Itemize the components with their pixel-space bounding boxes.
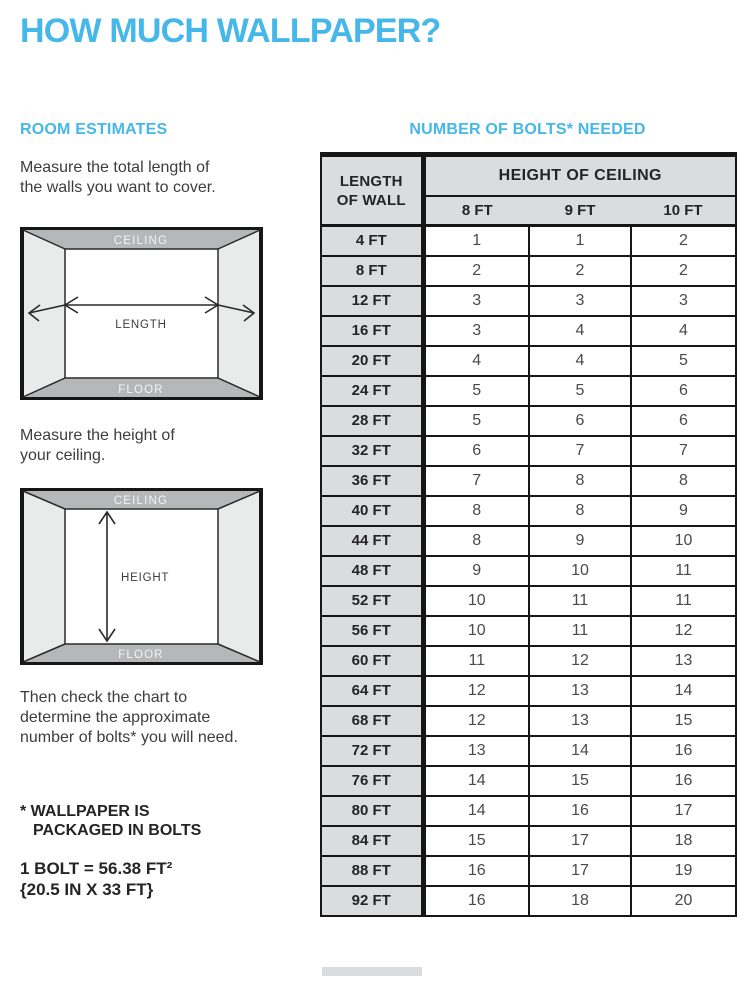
bolts-9ft-cell: 18 bbox=[529, 886, 631, 916]
ceiling-height-column-header: 9 FT bbox=[529, 196, 631, 226]
table-row bbox=[321, 586, 736, 616]
bolts-10ft-cell: 4 bbox=[631, 316, 736, 346]
bolts-8ft-cell: 16 bbox=[423, 886, 529, 916]
bolts-10ft-cell: 18 bbox=[631, 826, 736, 856]
wall-length-cell: 24 FT bbox=[321, 376, 423, 406]
table-row bbox=[321, 436, 736, 466]
bolts-9ft-cell: 5 bbox=[529, 376, 631, 406]
room-height-diagram bbox=[20, 488, 263, 665]
bolts-8ft-cell: 12 bbox=[423, 676, 529, 706]
bolt-dimensions-line: {20.5 IN X 33 FT} bbox=[20, 880, 154, 899]
bolts-9ft-cell: 14 bbox=[529, 736, 631, 766]
bolts-8ft-cell: 8 bbox=[423, 526, 529, 556]
wall-length-cell: 12 FT bbox=[321, 286, 423, 316]
table-row bbox=[321, 706, 736, 736]
bolts-10ft-cell: 14 bbox=[631, 676, 736, 706]
floor-label: FLOOR bbox=[118, 649, 164, 661]
instruction-measure-length: Measure the total length of the walls you want to cover. bbox=[20, 159, 216, 196]
bolt-size-info bbox=[20, 858, 172, 900]
bolts-10ft-cell: 20 bbox=[631, 886, 736, 916]
bolts-9ft-cell: 8 bbox=[529, 466, 631, 496]
bolts-9ft-cell: 4 bbox=[529, 316, 631, 346]
table-row bbox=[321, 616, 736, 646]
instruction-measure-height: Measure the height of your ceiling. bbox=[20, 427, 175, 464]
height-label: HEIGHT bbox=[121, 572, 170, 584]
wall-length-cell: 56 FT bbox=[321, 616, 423, 646]
wallpaper-bolts-footnote bbox=[20, 802, 201, 840]
bolts-8ft-cell: 3 bbox=[423, 316, 529, 346]
length-of-wall-header: LENGTH OF WALL bbox=[321, 155, 423, 226]
bolts-9ft-cell: 4 bbox=[529, 346, 631, 376]
bolts-10ft-cell: 5 bbox=[631, 346, 736, 376]
bolts-9ft-cell: 11 bbox=[529, 586, 631, 616]
bolts-10ft-cell: 11 bbox=[631, 556, 736, 586]
bolts-8ft-cell: 16 bbox=[423, 856, 529, 886]
table-row bbox=[321, 406, 736, 436]
table-row bbox=[321, 856, 736, 886]
wall-length-cell: 52 FT bbox=[321, 586, 423, 616]
page-title: HOW MUCH WALLPAPER? bbox=[20, 12, 441, 50]
bolts-needed-heading: NUMBER OF BOLTS* NEEDED bbox=[409, 121, 646, 138]
wall-length-cell: 84 FT bbox=[321, 826, 423, 856]
bolts-8ft-cell: 11 bbox=[423, 646, 529, 676]
height-of-ceiling-header: HEIGHT OF CEILING bbox=[423, 155, 736, 196]
bolts-8ft-cell: 14 bbox=[423, 766, 529, 796]
table-row bbox=[321, 496, 736, 526]
bolts-10ft-cell: 16 bbox=[631, 766, 736, 796]
back-wall bbox=[65, 249, 218, 378]
bolts-8ft-cell: 12 bbox=[423, 706, 529, 736]
bolts-9ft-cell: 11 bbox=[529, 616, 631, 646]
bolts-10ft-cell: 8 bbox=[631, 466, 736, 496]
table-row bbox=[321, 796, 736, 826]
table-row bbox=[321, 286, 736, 316]
ceiling-label: CEILING bbox=[113, 235, 169, 247]
bolts-9ft-cell: 12 bbox=[529, 646, 631, 676]
bolts-8ft-cell: 15 bbox=[423, 826, 529, 856]
wall-length-cell: 36 FT bbox=[321, 466, 423, 496]
length-label: LENGTH bbox=[115, 319, 167, 331]
bolts-10ft-cell: 3 bbox=[631, 286, 736, 316]
table-row bbox=[321, 676, 736, 706]
instruction-check-chart: Then check the chart to determine the approximate number of bolts* you will need. bbox=[20, 689, 238, 746]
bolts-10ft-cell: 15 bbox=[631, 706, 736, 736]
bolts-9ft-cell: 15 bbox=[529, 766, 631, 796]
bolts-9ft-cell: 7 bbox=[529, 436, 631, 466]
bolts-9ft-cell: 16 bbox=[529, 796, 631, 826]
bolts-10ft-cell: 9 bbox=[631, 496, 736, 526]
table-row bbox=[321, 826, 736, 856]
bolts-9ft-cell: 3 bbox=[529, 286, 631, 316]
bolts-8ft-cell: 2 bbox=[423, 256, 529, 286]
bolts-10ft-cell: 2 bbox=[631, 256, 736, 286]
table-row bbox=[321, 646, 736, 676]
wall-length-cell: 32 FT bbox=[321, 436, 423, 466]
bolts-10ft-cell: 16 bbox=[631, 736, 736, 766]
wall-length-cell: 4 FT bbox=[321, 226, 423, 256]
wall-length-cell: 28 FT bbox=[321, 406, 423, 436]
bolts-10ft-cell: 7 bbox=[631, 436, 736, 466]
bolts-8ft-cell: 10 bbox=[423, 616, 529, 646]
room-estimates-heading: ROOM ESTIMATES bbox=[20, 121, 168, 138]
bolts-9ft-cell: 9 bbox=[529, 526, 631, 556]
wall-length-cell: 40 FT bbox=[321, 496, 423, 526]
bolts-9ft-cell: 2 bbox=[529, 256, 631, 286]
bolts-table bbox=[320, 152, 737, 917]
wall-length-cell: 72 FT bbox=[321, 736, 423, 766]
bolts-8ft-cell: 6 bbox=[423, 436, 529, 466]
bolts-8ft-cell: 14 bbox=[423, 796, 529, 826]
footnote-line-2: PACKAGED IN BOLTS bbox=[33, 822, 202, 839]
wall-length-cell: 64 FT bbox=[321, 676, 423, 706]
bolts-8ft-cell: 9 bbox=[423, 556, 529, 586]
wall-length-cell: 68 FT bbox=[321, 706, 423, 736]
wall-length-cell: 16 FT bbox=[321, 316, 423, 346]
bolts-8ft-cell: 8 bbox=[423, 496, 529, 526]
bolts-8ft-cell: 7 bbox=[423, 466, 529, 496]
bolts-9ft-cell: 13 bbox=[529, 706, 631, 736]
ceiling-height-column-header: 8 FT bbox=[423, 196, 529, 226]
bolts-10ft-cell: 2 bbox=[631, 226, 736, 256]
wall-length-cell: 88 FT bbox=[321, 856, 423, 886]
table-row bbox=[321, 256, 736, 286]
bolts-8ft-cell: 3 bbox=[423, 286, 529, 316]
bolts-10ft-cell: 19 bbox=[631, 856, 736, 886]
wall-length-cell: 92 FT bbox=[321, 886, 423, 916]
bolts-10ft-cell: 11 bbox=[631, 586, 736, 616]
footnote-line-1: * WALLPAPER IS bbox=[20, 803, 150, 820]
wall-length-cell: 48 FT bbox=[321, 556, 423, 586]
bolts-9ft-cell: 8 bbox=[529, 496, 631, 526]
bolts-10ft-cell: 10 bbox=[631, 526, 736, 556]
bolts-8ft-cell: 4 bbox=[423, 346, 529, 376]
wall-length-cell: 44 FT bbox=[321, 526, 423, 556]
table-row bbox=[321, 466, 736, 496]
bolts-10ft-cell: 17 bbox=[631, 796, 736, 826]
wall-length-cell: 80 FT bbox=[321, 796, 423, 826]
table-row bbox=[321, 226, 736, 256]
wall-length-cell: 20 FT bbox=[321, 346, 423, 376]
table-row bbox=[321, 766, 736, 796]
bolts-10ft-cell: 13 bbox=[631, 646, 736, 676]
table-left-column-tail bbox=[322, 967, 422, 976]
bolt-area-line: 1 BOLT = 56.38 FT² bbox=[20, 859, 173, 878]
bolts-9ft-cell: 1 bbox=[529, 226, 631, 256]
bolts-9ft-cell: 6 bbox=[529, 406, 631, 436]
bolts-9ft-cell: 17 bbox=[529, 826, 631, 856]
bolts-8ft-cell: 10 bbox=[423, 586, 529, 616]
bolts-9ft-cell: 10 bbox=[529, 556, 631, 586]
bolts-10ft-cell: 6 bbox=[631, 406, 736, 436]
bolts-8ft-cell: 5 bbox=[423, 376, 529, 406]
bolts-10ft-cell: 6 bbox=[631, 376, 736, 406]
bolts-8ft-cell: 1 bbox=[423, 226, 529, 256]
bolts-8ft-cell: 5 bbox=[423, 406, 529, 436]
table-row bbox=[321, 556, 736, 586]
table-row bbox=[321, 736, 736, 766]
table-row bbox=[321, 376, 736, 406]
table-row bbox=[321, 526, 736, 556]
ceiling-label: CEILING bbox=[113, 495, 169, 507]
ceiling-height-column-header: 10 FT bbox=[631, 196, 736, 226]
bolts-9ft-cell: 13 bbox=[529, 676, 631, 706]
room-length-diagram bbox=[20, 227, 263, 400]
bolts-8ft-cell: 13 bbox=[423, 736, 529, 766]
table-row bbox=[321, 316, 736, 346]
wall-length-cell: 60 FT bbox=[321, 646, 423, 676]
wall-length-cell: 76 FT bbox=[321, 766, 423, 796]
floor-label: FLOOR bbox=[118, 384, 164, 396]
bolts-10ft-cell: 12 bbox=[631, 616, 736, 646]
wall-length-cell: 8 FT bbox=[321, 256, 423, 286]
table-row bbox=[321, 346, 736, 376]
table-row bbox=[321, 886, 736, 916]
bolts-9ft-cell: 17 bbox=[529, 856, 631, 886]
